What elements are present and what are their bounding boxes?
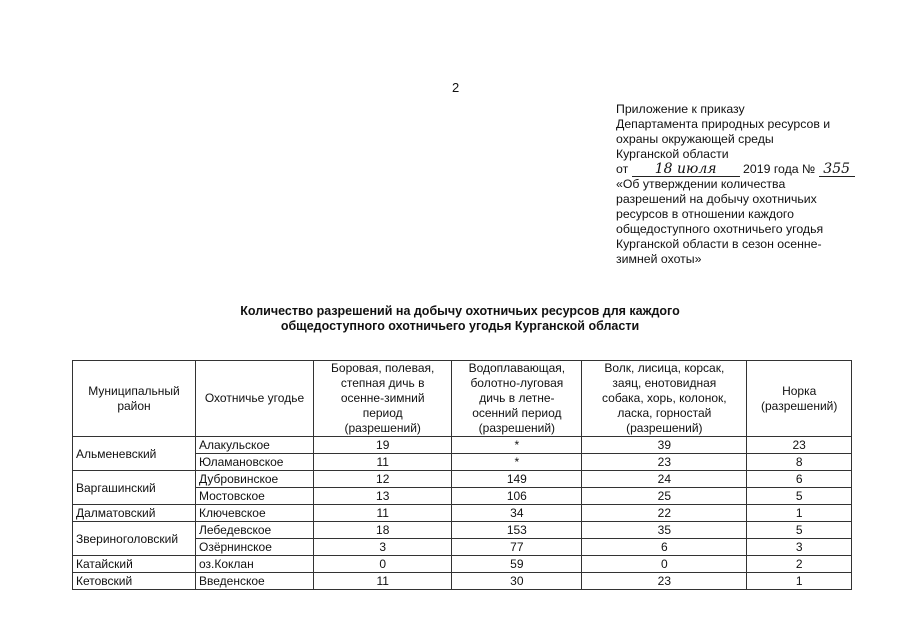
handwritten-date: 18 июля (632, 163, 740, 177)
ground-cell: Введенское (196, 573, 314, 590)
district-cell: Варгашинский (73, 471, 196, 505)
value-cell: 8 (747, 454, 852, 471)
order-title-line: разрешений на добычу охотничьих (616, 192, 817, 206)
ground-cell: Юламановское (196, 454, 314, 471)
value-cell: 0 (314, 556, 452, 573)
district-cell: Альменевский (73, 437, 196, 471)
document-title-line: Количество разрешений на добычу охотничьих ресурсов для каждого (240, 304, 680, 318)
ground-cell: Озёрнинское (196, 539, 314, 556)
date-prefix: от (616, 162, 629, 176)
year-text: 2019 года № (743, 162, 816, 176)
ground-cell: Ключевское (196, 505, 314, 522)
table-header-row (73, 361, 852, 437)
appendix-line: охраны окружающей среды (616, 132, 774, 146)
value-cell: 153 (452, 522, 582, 539)
value-cell: 3 (314, 539, 452, 556)
district-cell: Далматовский (73, 505, 196, 522)
value-cell: 35 (582, 522, 747, 539)
value-cell: 77 (452, 539, 582, 556)
header-waterfowl: Водоплавающая, болотно-луговая дичь в летне- осенний период (разрешений) (452, 361, 582, 437)
value-cell: 18 (314, 522, 452, 539)
value-cell: 5 (747, 522, 852, 539)
ground-cell: оз.Коклан (196, 556, 314, 573)
value-cell: 24 (582, 471, 747, 488)
header-district: Муниципальный район (73, 361, 196, 437)
header-upland-game: Боровая, полевая, степная дичь в осенне-зимний период (разрешений) (314, 361, 452, 437)
value-cell: 25 (582, 488, 747, 505)
value-cell: 1 (747, 573, 852, 590)
value-cell: 30 (452, 573, 582, 590)
district-cell: Кетовский (73, 573, 196, 590)
table-row (73, 505, 852, 522)
value-cell: 106 (452, 488, 582, 505)
value-cell: 6 (747, 471, 852, 488)
ground-cell: Алакульское (196, 437, 314, 454)
document-title (150, 304, 770, 334)
value-cell: 3 (747, 539, 852, 556)
document-title-line: общедоступного охотничьего угодья Курганской области (280, 319, 640, 333)
order-date-line (616, 162, 866, 177)
appendix-line: Курганской области (616, 147, 729, 161)
handwritten-order-number: 355 (819, 163, 855, 177)
value-cell: 39 (582, 437, 747, 454)
appendix-line: Департамента природных ресурсов и (616, 117, 831, 131)
value-cell: 23 (582, 573, 747, 590)
order-title-line: общедоступного охотничьего угодья (616, 222, 824, 236)
value-cell: 22 (582, 505, 747, 522)
value-cell: 23 (747, 437, 852, 454)
ground-cell: Мостовское (196, 488, 314, 505)
district-cell: Катайский (73, 556, 196, 573)
order-title-line: ресурсов в отношении каждого (616, 207, 794, 221)
value-cell: 59 (452, 556, 582, 573)
order-title-line: «Об утверждении количества (616, 177, 786, 191)
header-predators: Волк, лисица, корсак, заяц, енотовидная собака, хорь, колонок, ласка, горностай (разрешений) (582, 361, 747, 437)
page-number: 2 (452, 80, 460, 95)
value-cell: 6 (582, 539, 747, 556)
table-row (73, 556, 852, 573)
value-cell: 2 (747, 556, 852, 573)
value-cell: 11 (314, 454, 452, 471)
appendix-block (616, 102, 866, 267)
value-cell: 34 (452, 505, 582, 522)
header-ground: Охотничье угодье (196, 361, 314, 437)
order-title-line: зимней охоты» (616, 252, 702, 266)
value-cell: 5 (747, 488, 852, 505)
permits-table (72, 360, 852, 590)
value-cell: 0 (582, 556, 747, 573)
table-row (73, 437, 852, 454)
value-cell: 149 (452, 471, 582, 488)
value-cell: 23 (582, 454, 747, 471)
value-cell: * (452, 437, 582, 454)
value-cell: 11 (314, 573, 452, 590)
value-cell: 13 (314, 488, 452, 505)
table-row (73, 573, 852, 590)
district-cell: Звериноголовский (73, 522, 196, 556)
value-cell: 12 (314, 471, 452, 488)
table-row (73, 471, 852, 488)
table-row (73, 522, 852, 539)
value-cell: 19 (314, 437, 452, 454)
header-mink: Норка (разрешений) (747, 361, 852, 437)
value-cell: * (452, 454, 582, 471)
value-cell: 11 (314, 505, 452, 522)
appendix-line: Приложение к приказу (616, 102, 745, 116)
ground-cell: Дубровинское (196, 471, 314, 488)
order-title-line: Курганской области в сезон осенне- (616, 237, 822, 251)
ground-cell: Лебедевское (196, 522, 314, 539)
value-cell: 1 (747, 505, 852, 522)
